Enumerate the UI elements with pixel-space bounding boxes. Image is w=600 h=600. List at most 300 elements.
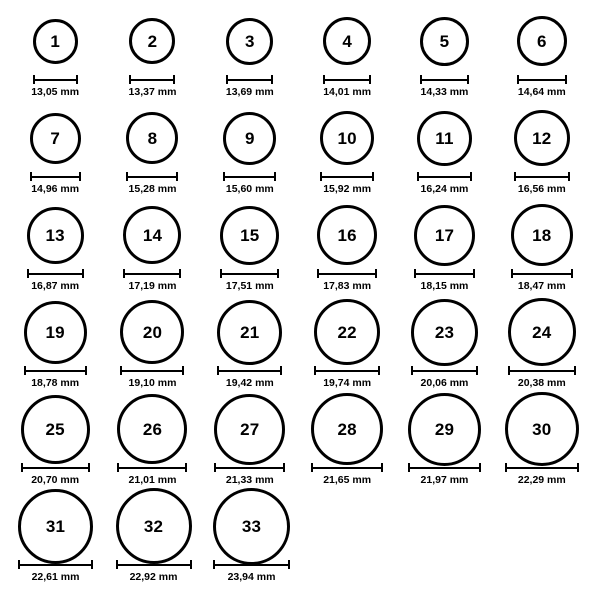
measure-caliper-icon xyxy=(126,172,178,181)
ring-size-label: 19 xyxy=(45,322,65,342)
caliper-tick-left xyxy=(414,269,416,278)
ring-size-cell[interactable] xyxy=(8,495,103,583)
caliper-bar xyxy=(21,467,90,469)
caliper-tick-left xyxy=(123,269,125,278)
measure-caliper-icon xyxy=(323,75,371,84)
ring-diameter-label: 20,06 mm xyxy=(420,377,469,389)
caliper-tick-right xyxy=(473,269,475,278)
ring-size-label: 10 xyxy=(337,128,357,148)
ring-circle-wrap xyxy=(311,398,383,460)
ring-circle xyxy=(414,205,475,266)
caliper-tick-left xyxy=(505,463,507,472)
caliper-bar xyxy=(129,79,175,81)
caliper-tick-right xyxy=(280,366,282,375)
caliper-tick-right xyxy=(271,75,273,84)
ring-circle xyxy=(420,17,469,66)
ring-circle xyxy=(213,488,290,565)
ring-size-label: 30 xyxy=(532,419,552,439)
ring-circle-wrap xyxy=(220,204,279,266)
ring-size-label: 18 xyxy=(532,225,552,245)
ring-diameter-label: 17,19 mm xyxy=(128,280,177,292)
ring-circle xyxy=(24,301,87,364)
ring-diameter-label: 21,97 mm xyxy=(420,474,469,486)
ring-circle xyxy=(33,19,78,64)
ring-circle-wrap xyxy=(505,398,579,460)
ring-size-cell[interactable] xyxy=(203,107,297,195)
ring-diameter-label: 22,29 mm xyxy=(517,474,566,486)
ring-diameter-label: 22,61 mm xyxy=(31,571,80,583)
ring-circle xyxy=(317,205,377,265)
caliper-bar xyxy=(18,564,93,566)
ring-circle xyxy=(417,111,472,166)
ring-row xyxy=(8,495,592,592)
caliper-bar xyxy=(511,273,573,275)
ring-size-label: 11 xyxy=(435,128,454,148)
ring-size-cell[interactable] xyxy=(8,301,102,389)
ring-circle-wrap xyxy=(30,107,81,169)
ring-size-cell[interactable] xyxy=(300,398,394,486)
caliper-tick-right xyxy=(182,366,184,375)
ring-circle xyxy=(116,488,192,564)
ring-size-cell[interactable] xyxy=(105,398,199,486)
ring-size-cell[interactable] xyxy=(8,107,102,195)
ring-diameter-label: 14,64 mm xyxy=(517,86,566,98)
measure-caliper-icon xyxy=(417,172,472,181)
ring-size-cell[interactable] xyxy=(300,10,394,98)
measure-caliper-icon xyxy=(18,560,93,569)
caliper-tick-left xyxy=(24,366,26,375)
ring-circle-wrap xyxy=(223,107,276,169)
caliper-tick-right xyxy=(173,75,175,84)
ring-diameter-label: 13,05 mm xyxy=(31,86,80,98)
caliper-tick-right xyxy=(372,172,374,181)
caliper-bar xyxy=(116,564,192,566)
ring-circle-wrap xyxy=(116,495,192,557)
measure-caliper-icon xyxy=(505,463,579,472)
ring-size-cell[interactable] xyxy=(203,301,297,389)
measure-caliper-icon xyxy=(408,463,481,472)
ring-circle xyxy=(311,393,383,465)
caliper-tick-right xyxy=(179,269,181,278)
measure-caliper-icon xyxy=(414,269,475,278)
caliper-tick-left xyxy=(311,463,313,472)
ring-circle-wrap xyxy=(123,204,181,266)
ring-diameter-label: 15,92 mm xyxy=(323,183,372,195)
caliper-tick-right xyxy=(467,75,469,84)
ring-size-label: 22 xyxy=(337,322,357,342)
measure-caliper-icon xyxy=(217,366,282,375)
measure-caliper-icon xyxy=(320,172,374,181)
measure-caliper-icon xyxy=(311,463,383,472)
ring-size-cell[interactable] xyxy=(397,107,491,195)
ring-diameter-label: 14,01 mm xyxy=(323,86,372,98)
ring-circle-wrap xyxy=(517,10,567,72)
caliper-tick-right xyxy=(378,366,380,375)
caliper-bar xyxy=(117,467,187,469)
measure-caliper-icon xyxy=(117,463,187,472)
measure-caliper-icon xyxy=(213,560,290,569)
ring-diameter-label: 17,51 mm xyxy=(225,280,274,292)
caliper-bar xyxy=(411,370,478,372)
ring-circle-wrap xyxy=(408,398,481,460)
caliper-tick-right xyxy=(571,269,573,278)
ring-size-label: 14 xyxy=(142,225,163,245)
caliper-tick-right xyxy=(283,463,285,472)
ring-diameter-label: 19,74 mm xyxy=(323,377,372,389)
ring-circle-wrap xyxy=(508,301,576,363)
measure-caliper-icon xyxy=(123,269,181,278)
caliper-bar xyxy=(408,467,481,469)
ring-circle-wrap xyxy=(317,204,377,266)
caliper-bar xyxy=(27,273,84,275)
caliper-tick-left xyxy=(226,75,228,84)
ring-circle xyxy=(18,489,93,564)
ring-size-label: 17 xyxy=(434,225,455,245)
caliper-tick-left xyxy=(220,269,222,278)
measure-caliper-icon xyxy=(411,366,478,375)
ring-circle xyxy=(411,299,478,366)
ring-size-label: 4 xyxy=(342,31,352,51)
caliper-bar xyxy=(505,467,579,469)
caliper-bar xyxy=(123,273,181,275)
ring-size-cell[interactable] xyxy=(204,495,299,583)
ring-circle-wrap xyxy=(411,301,478,363)
ring-circle-wrap xyxy=(420,10,469,72)
caliper-tick-left xyxy=(408,463,410,472)
ring-size-label: 1 xyxy=(50,31,60,51)
ring-size-cell[interactable] xyxy=(397,301,491,389)
caliper-bar xyxy=(320,176,374,178)
ring-size-label: 25 xyxy=(45,419,65,439)
ring-circle-wrap xyxy=(126,107,178,169)
ring-diameter-label: 17,83 mm xyxy=(323,280,372,292)
caliper-bar xyxy=(220,273,279,275)
ring-size-label: 27 xyxy=(240,419,260,439)
ring-circle xyxy=(126,112,178,164)
ring-circle xyxy=(120,300,184,364)
caliper-tick-right xyxy=(190,560,192,569)
ring-circle-wrap xyxy=(414,204,475,266)
caliper-tick-right xyxy=(369,75,371,84)
ring-size-cell[interactable] xyxy=(495,10,589,98)
ring-diameter-label: 21,33 mm xyxy=(225,474,274,486)
ring-size-cell[interactable] xyxy=(105,301,199,389)
ring-circle-wrap xyxy=(129,10,175,72)
caliper-bar xyxy=(311,467,383,469)
ring-circle xyxy=(217,300,282,365)
ring-size-label: 21 xyxy=(240,322,260,342)
caliper-tick-right xyxy=(88,463,90,472)
ring-size-label: 24 xyxy=(532,322,552,342)
ring-circle xyxy=(314,299,380,365)
ring-circle xyxy=(408,393,481,466)
caliper-tick-right xyxy=(79,172,81,181)
caliper-tick-left xyxy=(323,75,325,84)
ring-circle xyxy=(323,17,371,65)
ring-size-cell[interactable] xyxy=(495,204,589,292)
ring-circle xyxy=(214,394,285,465)
measure-caliper-icon xyxy=(511,269,573,278)
measure-caliper-icon xyxy=(27,269,84,278)
ring-diameter-label: 15,60 mm xyxy=(225,183,274,195)
caliper-bar xyxy=(323,79,371,81)
measure-caliper-icon xyxy=(514,172,570,181)
caliper-bar xyxy=(517,79,567,81)
caliper-tick-left xyxy=(214,463,216,472)
ring-size-label: 26 xyxy=(142,419,163,439)
caliper-bar xyxy=(223,176,276,178)
caliper-tick-right xyxy=(176,172,178,181)
ring-diameter-label: 20,38 mm xyxy=(517,377,566,389)
caliper-tick-right xyxy=(568,172,570,181)
ring-circle-wrap xyxy=(323,10,371,72)
ring-circle-wrap xyxy=(320,107,374,169)
ring-size-label: 20 xyxy=(142,322,163,342)
ring-circle-wrap xyxy=(24,301,87,363)
ring-size-label: 9 xyxy=(244,128,255,148)
ring-diameter-label: 18,78 mm xyxy=(31,377,80,389)
measure-caliper-icon xyxy=(317,269,377,278)
caliper-tick-left xyxy=(317,269,319,278)
ring-circle-wrap xyxy=(21,398,90,460)
ring-circle-wrap xyxy=(18,495,93,557)
ring-row xyxy=(8,204,592,301)
caliper-tick-left xyxy=(511,269,513,278)
caliper-tick-left xyxy=(33,75,35,84)
ring-size-label: 15 xyxy=(240,225,260,245)
caliper-tick-left xyxy=(126,172,128,181)
ring-size-cell[interactable] xyxy=(397,204,491,292)
caliper-tick-right xyxy=(565,75,567,84)
ring-circle xyxy=(505,392,579,466)
ring-circle xyxy=(226,18,273,65)
ring-diameter-label: 18,15 mm xyxy=(420,280,469,292)
ring-size-cell[interactable] xyxy=(203,10,297,98)
ring-size-cell[interactable] xyxy=(8,398,102,486)
ring-size-cell[interactable] xyxy=(203,204,297,292)
ring-diameter-label: 23,94 mm xyxy=(227,571,276,583)
caliper-tick-left xyxy=(120,366,122,375)
ring-diameter-label: 16,56 mm xyxy=(517,183,566,195)
caliper-bar xyxy=(414,273,475,275)
ring-circle xyxy=(129,18,175,64)
ring-size-label: 13 xyxy=(45,225,65,245)
caliper-bar xyxy=(24,370,87,372)
ring-row xyxy=(8,301,592,398)
ring-diameter-label: 14,96 mm xyxy=(31,183,80,195)
ring-circle xyxy=(21,395,90,464)
measure-caliper-icon xyxy=(214,463,285,472)
ring-size-cell[interactable] xyxy=(105,107,199,195)
caliper-bar xyxy=(314,370,380,372)
caliper-tick-left xyxy=(117,463,119,472)
ring-diameter-label: 22,92 mm xyxy=(129,571,178,583)
caliper-bar xyxy=(126,176,178,178)
caliper-bar xyxy=(213,564,290,566)
ring-size-label: 7 xyxy=(50,128,60,148)
measure-caliper-icon xyxy=(517,75,567,84)
ring-size-cell[interactable] xyxy=(106,495,201,583)
ring-size-cell[interactable] xyxy=(300,301,394,389)
measure-caliper-icon xyxy=(223,172,276,181)
ring-size-label: 16 xyxy=(337,225,357,245)
caliper-tick-left xyxy=(213,560,215,569)
caliper-tick-left xyxy=(420,75,422,84)
caliper-tick-left xyxy=(411,366,413,375)
caliper-tick-left xyxy=(417,172,419,181)
ring-circle xyxy=(223,112,276,165)
caliper-tick-right xyxy=(76,75,78,84)
ring-circle xyxy=(320,111,374,165)
caliper-bar xyxy=(33,79,78,81)
ring-circle-wrap xyxy=(214,398,285,460)
caliper-tick-left xyxy=(514,172,516,181)
ring-size-cell[interactable] xyxy=(495,398,589,486)
ring-circle-wrap xyxy=(417,107,472,169)
caliper-tick-right xyxy=(185,463,187,472)
measure-caliper-icon xyxy=(30,172,81,181)
caliper-bar xyxy=(508,370,576,372)
ring-size-label: 12 xyxy=(532,128,552,148)
ring-size-cell[interactable] xyxy=(300,204,394,292)
ring-diameter-label: 16,24 mm xyxy=(420,183,469,195)
ring-size-cell[interactable] xyxy=(397,398,491,486)
ring-diameter-label: 20,70 mm xyxy=(31,474,80,486)
ring-size-label: 31 xyxy=(45,516,66,536)
ring-diameter-label: 13,37 mm xyxy=(128,86,177,98)
ring-size-cell[interactable] xyxy=(105,204,199,292)
caliper-tick-left xyxy=(18,560,20,569)
ring-diameter-label: 13,69 mm xyxy=(225,86,274,98)
ring-diameter-label: 21,01 mm xyxy=(128,474,177,486)
ring-circle-wrap xyxy=(213,495,290,557)
ring-row xyxy=(8,398,592,495)
caliper-tick-right xyxy=(274,172,276,181)
ring-circle-wrap xyxy=(226,10,273,72)
ring-size-label: 6 xyxy=(536,31,547,51)
caliper-tick-left xyxy=(223,172,225,181)
caliper-tick-right xyxy=(85,366,87,375)
caliper-tick-right xyxy=(288,560,290,569)
ring-size-label: 5 xyxy=(439,31,450,51)
caliper-tick-right xyxy=(470,172,472,181)
ring-diameter-label: 15,28 mm xyxy=(128,183,177,195)
ring-diameter-label: 14,33 mm xyxy=(420,86,469,98)
measure-caliper-icon xyxy=(314,366,380,375)
measure-caliper-icon xyxy=(33,75,78,84)
ring-diameter-label: 16,87 mm xyxy=(31,280,80,292)
ring-size-label: 29 xyxy=(434,419,455,439)
caliper-tick-right xyxy=(479,463,481,472)
caliper-tick-right xyxy=(574,366,576,375)
ring-size-cell[interactable] xyxy=(203,398,297,486)
caliper-tick-left xyxy=(30,172,32,181)
ring-row xyxy=(8,107,592,204)
ring-size-cell[interactable] xyxy=(300,107,394,195)
caliper-tick-left xyxy=(217,366,219,375)
caliper-tick-left xyxy=(517,75,519,84)
ring-size-label: 32 xyxy=(143,516,164,536)
caliper-tick-left xyxy=(116,560,118,569)
ring-circle xyxy=(508,298,576,366)
ring-size-label: 23 xyxy=(434,322,455,342)
caliper-bar xyxy=(417,176,472,178)
caliper-tick-right xyxy=(82,269,84,278)
ring-circle-wrap xyxy=(511,204,573,266)
measure-caliper-icon xyxy=(226,75,273,84)
ring-circle-wrap xyxy=(514,107,570,169)
caliper-tick-left xyxy=(27,269,29,278)
caliper-tick-left xyxy=(320,172,322,181)
caliper-tick-right xyxy=(476,366,478,375)
caliper-bar xyxy=(214,467,285,469)
ring-circle xyxy=(30,113,81,164)
measure-caliper-icon xyxy=(129,75,175,84)
measure-caliper-icon xyxy=(220,269,279,278)
ring-circle xyxy=(123,206,181,264)
ring-size-cell[interactable] xyxy=(105,10,199,98)
ring-size-cell[interactable] xyxy=(397,10,491,98)
ring-circle xyxy=(117,394,187,464)
caliper-bar xyxy=(120,370,184,372)
ring-circle xyxy=(517,16,567,66)
ring-circle-wrap xyxy=(117,398,187,460)
caliper-bar xyxy=(317,273,377,275)
caliper-tick-right xyxy=(277,269,279,278)
ring-circle xyxy=(514,110,570,166)
caliper-bar xyxy=(226,79,273,81)
ring-size-cell[interactable] xyxy=(8,10,102,98)
ring-size-cell[interactable] xyxy=(495,107,589,195)
caliper-bar xyxy=(30,176,81,178)
ring-row xyxy=(8,10,592,107)
measure-caliper-icon xyxy=(508,366,576,375)
measure-caliper-icon xyxy=(24,366,87,375)
caliper-tick-left xyxy=(314,366,316,375)
ring-size-label: 8 xyxy=(147,128,158,148)
caliper-bar xyxy=(217,370,282,372)
caliper-tick-left xyxy=(508,366,510,375)
caliper-tick-left xyxy=(21,463,23,472)
ring-diameter-label: 18,47 mm xyxy=(517,280,566,292)
ring-diameter-label: 21,65 mm xyxy=(323,474,372,486)
ring-circle-wrap xyxy=(27,204,84,266)
caliper-bar xyxy=(420,79,469,81)
ring-size-label: 28 xyxy=(337,419,357,439)
caliper-tick-right xyxy=(91,560,93,569)
ring-circle-wrap xyxy=(217,301,282,363)
measure-caliper-icon xyxy=(120,366,184,375)
caliper-tick-right xyxy=(577,463,579,472)
ring-circle xyxy=(220,206,279,265)
ring-diameter-label: 19,42 mm xyxy=(225,377,274,389)
ring-size-label: 33 xyxy=(241,516,262,536)
measure-caliper-icon xyxy=(420,75,469,84)
measure-caliper-icon xyxy=(21,463,90,472)
ring-size-label: 2 xyxy=(147,31,158,51)
measure-caliper-icon xyxy=(116,560,192,569)
ring-size-cell[interactable] xyxy=(8,204,102,292)
ring-circle xyxy=(27,207,84,264)
ring-circle-wrap xyxy=(314,301,380,363)
ring-size-cell[interactable] xyxy=(495,301,589,389)
ring-diameter-label: 19,10 mm xyxy=(128,377,177,389)
ring-circle-wrap xyxy=(120,301,184,363)
caliper-tick-right xyxy=(381,463,383,472)
caliper-bar xyxy=(514,176,570,178)
ring-circle xyxy=(511,204,573,266)
ring-size-label: 3 xyxy=(244,31,255,51)
